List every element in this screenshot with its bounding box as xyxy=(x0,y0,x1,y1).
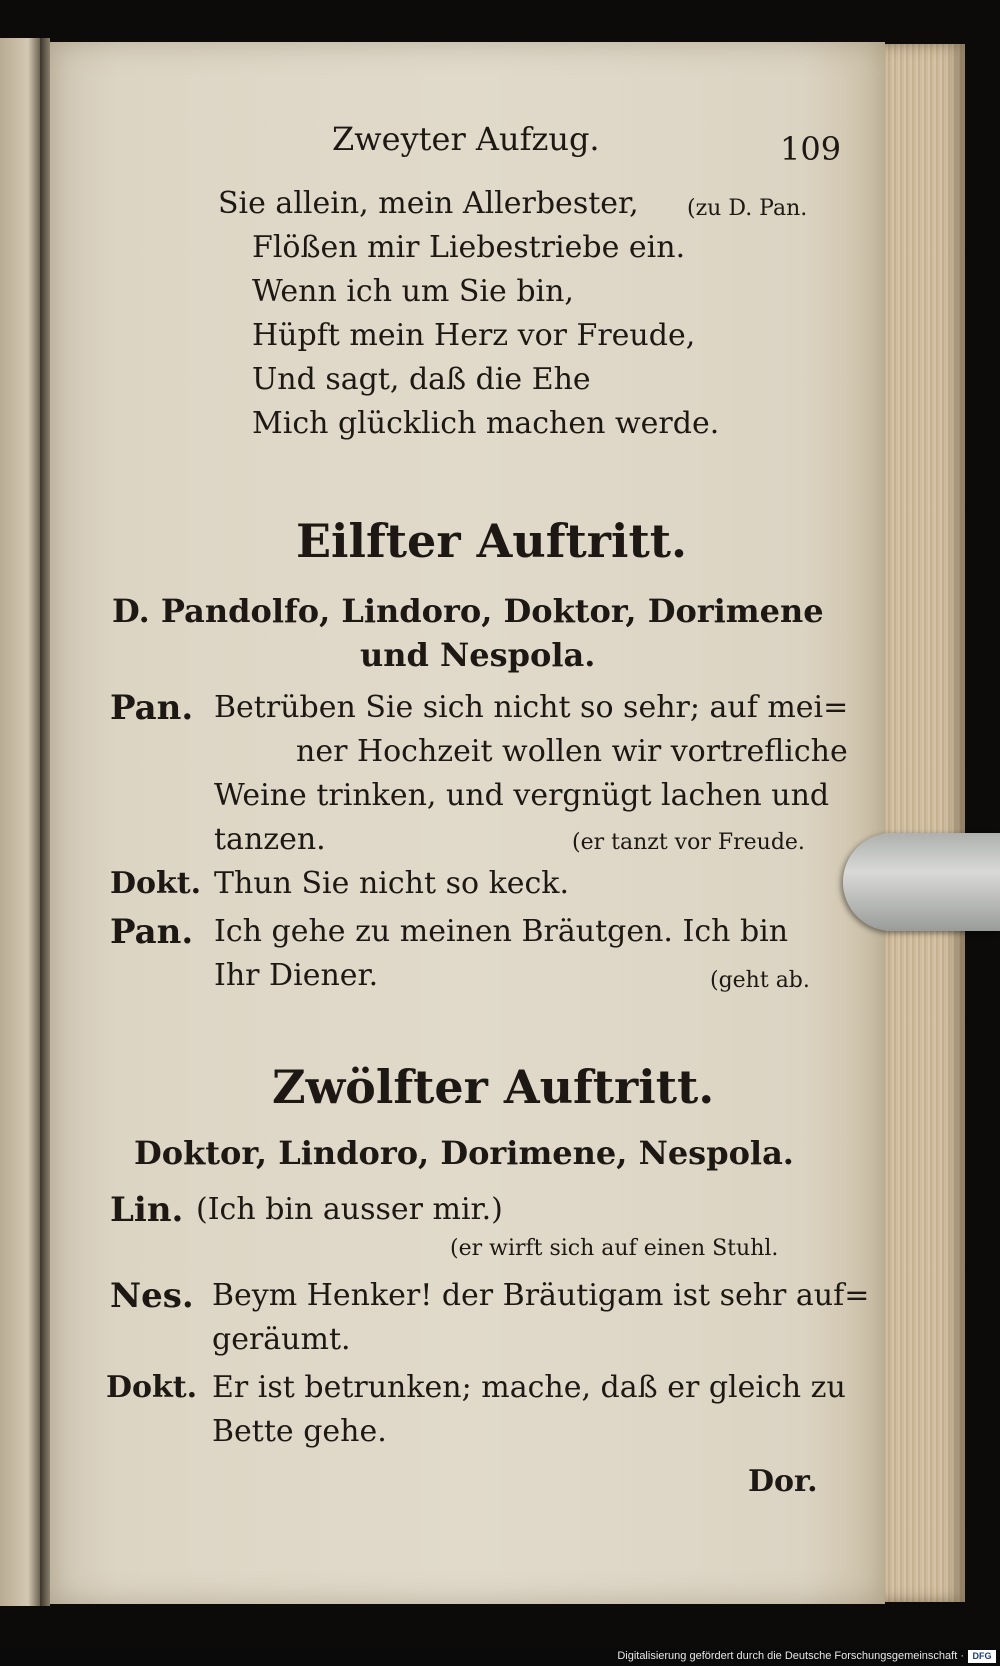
speaker-name: Nes. xyxy=(110,1276,194,1316)
speaker-name: Dokt. xyxy=(106,1370,198,1405)
stage-direction: (zu D. Pan. xyxy=(687,196,808,221)
verse-line: Flößen mir Liebestriebe ein. xyxy=(252,230,686,265)
scene-title: Zwölfter Auftritt. xyxy=(272,1060,715,1114)
scene-title: Eilfter Auftritt. xyxy=(296,514,687,568)
dialogue-line: Ihr Diener. xyxy=(214,958,379,993)
dialogue-line: Thun Sie nicht so keck. xyxy=(214,866,570,901)
dialogue-line: Weine trinken, und vergnügt lachen und xyxy=(214,778,830,813)
speaker-name: Lin. xyxy=(110,1190,184,1230)
verse-line: Wenn ich um Sie bin, xyxy=(252,274,574,309)
dialogue-line: tanzen. xyxy=(214,822,326,857)
stage-direction: (geht ab. xyxy=(710,968,810,993)
verse-line: Sie allein, mein Allerbester, xyxy=(218,186,639,221)
cast-list: Doktor, Lindoro, Dorimene, Nespola. xyxy=(134,1134,794,1172)
thumb-holding-page xyxy=(843,833,1000,931)
dialogue-line: geräumt. xyxy=(212,1322,351,1357)
running-title: Zweyter Aufzug. xyxy=(332,120,600,158)
page-stack-edges xyxy=(885,44,965,1602)
funding-credit: Digitalisierung gefördert durch die Deutsche Forschungsgemeinschaft · xyxy=(617,1650,964,1662)
dialogue-line: Betrüben Sie sich nicht so sehr; auf mei= xyxy=(214,690,849,725)
dialogue-line: Bette gehe. xyxy=(212,1414,387,1449)
speaker-name: Pan. xyxy=(110,912,194,952)
stage-direction: (er wirft sich auf einen Stuhl. xyxy=(450,1236,779,1261)
verse-line: Hüpft mein Herz vor Freude, xyxy=(252,318,696,353)
dialogue-line: (Ich bin ausser mir.) xyxy=(196,1192,503,1227)
speaker-name: Dokt. xyxy=(110,866,202,901)
dialogue-line: Er ist betrunken; mache, daß er gleich zu xyxy=(212,1370,846,1405)
left-page-edge xyxy=(0,38,40,1606)
stage-direction: (er tanzt vor Freude. xyxy=(572,830,805,855)
cast-list: D. Pandolfo, Lindoro, Doktor, Dorimene xyxy=(112,592,824,630)
dialogue-line: ner Hochzeit wollen wir vortrefliche xyxy=(296,734,848,769)
verse-line: Mich glücklich machen werde. xyxy=(252,406,720,441)
catchword: Dor. xyxy=(748,1464,818,1499)
dialogue-line: Ich gehe zu meinen Bräutgen. Ich bin xyxy=(214,914,789,949)
dialogue-line: Beym Henker! der Bräutigam ist sehr auf= xyxy=(212,1278,870,1313)
dfg-logo: DFG xyxy=(968,1650,996,1663)
speaker-name: Pan. xyxy=(110,688,194,728)
book-gutter xyxy=(40,38,50,1606)
cast-list: und Nespola. xyxy=(360,636,596,674)
page-number: 109 xyxy=(780,130,842,168)
verse-line: Und sagt, daß die Ehe xyxy=(252,362,591,397)
